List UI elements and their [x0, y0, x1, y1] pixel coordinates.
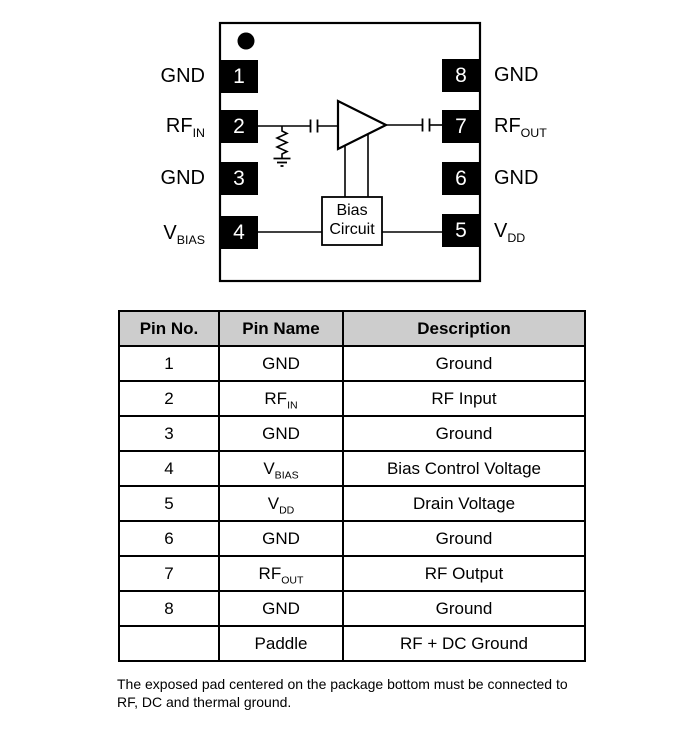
description-cell: RF Input — [343, 381, 585, 416]
pinout-diagram — [0, 0, 697, 305]
amplifier-triangle-icon — [338, 101, 386, 149]
description-cell: Ground — [343, 416, 585, 451]
pin-label-rfin: $RF_{IN}$ — [165, 115, 205, 140]
output-dc-block-capacitor-icon — [423, 119, 430, 132]
pin-no-cell: 6 — [119, 521, 219, 556]
shunt-resistor-icon — [277, 126, 287, 158]
table-row — [119, 381, 585, 416]
pin-box-2 — [220, 110, 258, 143]
table-row — [119, 556, 585, 591]
pin-no-cell: 3 — [119, 416, 219, 451]
header-description: Description — [343, 311, 585, 346]
pin-no-cell: 8 — [119, 591, 219, 626]
table-row — [119, 486, 585, 521]
table-row — [119, 451, 585, 486]
pin-name-cell: $RF_{OUT}$ — [219, 556, 343, 591]
pinout-schematic — [0, 0, 697, 305]
pin-name-cell: GND — [219, 521, 343, 556]
pin-name-cell: Paddle — [219, 626, 343, 661]
bias-circuit-label-line2: Circuit — [329, 221, 375, 238]
pin-number: 5 — [455, 218, 467, 242]
pin-box-1 — [220, 60, 258, 93]
pin-box-8 — [442, 59, 480, 92]
pin-box-6 — [442, 162, 480, 195]
pin-name-cell: GND — [219, 346, 343, 381]
header-pin-name: Pin Name — [219, 311, 343, 346]
pin-number: 6 — [455, 166, 467, 190]
pin-number: 4 — [233, 220, 245, 244]
exposed-pad-footnote: The exposed pad centered on the package bottom must be connected to RF, DC and thermal ground. — [117, 676, 568, 710]
description-cell: Ground — [343, 521, 585, 556]
pin-label-gnd-6: GND — [494, 167, 539, 189]
pin-number: 1 — [233, 64, 245, 88]
pin-no-cell: 5 — [119, 486, 219, 521]
pin-number: 8 — [455, 63, 467, 87]
pin-name-cell: $RF_{IN}$ — [219, 381, 343, 416]
description-cell: Ground — [343, 346, 585, 381]
pin-label-rfout: $RF_{OUT}$ — [494, 115, 547, 140]
pin-no-cell: 7 — [119, 556, 219, 591]
pin-label-vdd: $V_{DD}$ — [494, 220, 526, 245]
table-row — [119, 346, 585, 381]
table-row — [119, 591, 585, 626]
pin-box-5 — [442, 214, 480, 247]
pin-name-cell: GND — [219, 591, 343, 626]
bias-circuit-label-line1: Bias — [336, 202, 368, 220]
pin-name-cell: GND — [219, 416, 343, 451]
table-row — [119, 626, 585, 661]
pin-box-4 — [220, 216, 258, 249]
pin-number: 2 — [233, 114, 245, 138]
description-cell: Ground — [343, 591, 585, 626]
ground-symbol-icon — [274, 159, 291, 167]
pin-label-vbias: $V_{BIAS}$ — [163, 222, 205, 247]
table-header-row — [119, 311, 585, 346]
pin1-indicator-dot — [238, 33, 255, 50]
pin-label-gnd-3: GND — [160, 167, 205, 189]
pin-no-cell: 2 — [119, 381, 219, 416]
table-row — [119, 521, 585, 556]
pin-no-cell: 4 — [119, 451, 219, 486]
pin-name-cell: $V_{DD}$ — [219, 486, 343, 521]
description-cell: RF + DC Ground — [343, 626, 585, 661]
pin-name-cell: $V_{BIAS}$ — [219, 451, 343, 486]
pin-number: 3 — [233, 166, 245, 190]
description-cell: Bias Control Voltage — [343, 451, 585, 486]
description-cell: Drain Voltage — [343, 486, 585, 521]
pin-box-3 — [220, 162, 258, 195]
pin-label-gnd-1: GND — [160, 65, 205, 87]
pin-number: 7 — [455, 114, 467, 138]
pin-no-cell: 1 — [119, 346, 219, 381]
pin-label-gnd-8: GND — [494, 64, 539, 86]
pin-box-7 — [442, 110, 480, 143]
table-row — [119, 416, 585, 451]
header-pin-no: Pin No. — [119, 311, 219, 346]
bias-circuit-label — [322, 197, 382, 245]
input-dc-block-capacitor-icon — [311, 120, 318, 133]
pin-no-cell — [119, 626, 219, 661]
description-cell: RF Output — [343, 556, 585, 591]
pin-description-table — [118, 310, 586, 662]
